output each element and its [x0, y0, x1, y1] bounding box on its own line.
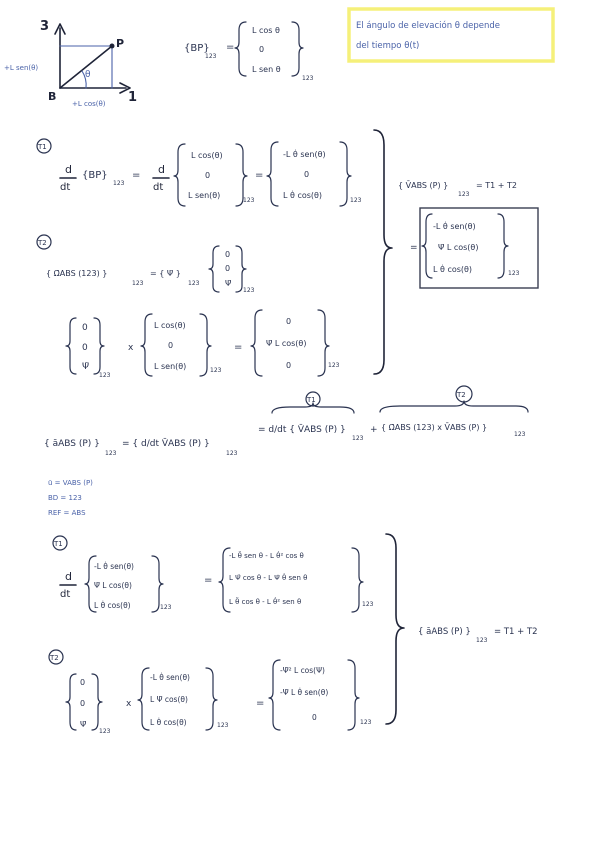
acc-cross-b-brace-right: [206, 668, 217, 730]
cross-res-row-1: 0: [286, 317, 292, 326]
acc-cross-b-sub: 123: [217, 722, 229, 729]
cross-b-row-2: 0: [168, 341, 174, 350]
acceleration-t2: [49, 650, 372, 735]
note-line-1: El ángulo de elevación θ depende: [356, 21, 500, 31]
velocity-sum-lhs: { V̄ABS (P) }: [398, 181, 449, 190]
vertical-projection-label: +L sen(θ): [4, 64, 39, 72]
position-row-1: L cos θ: [252, 26, 280, 35]
cross-a-sub: 123: [99, 372, 111, 379]
acc-t1-out-sub: 123: [362, 601, 374, 608]
accel-mid: = { d/dt V̄ABS (P) }: [122, 439, 210, 449]
velocity-sum-sub: 123: [458, 191, 470, 198]
cross-x: x: [128, 343, 134, 353]
velocity-t2: [37, 235, 340, 379]
mention-3: REF = ABS: [48, 509, 86, 517]
t1-d: d: [65, 163, 72, 176]
cross-a-row-2: 0: [82, 343, 88, 353]
cross-a-brace-right: [94, 318, 104, 374]
formula-t2-overbrace: [380, 401, 528, 412]
boxed-brace-right: [498, 214, 508, 278]
accel-term1: = d/dt { V̄ABS (P) }: [258, 425, 346, 435]
acc-sum-rhs: = T1 + T2: [494, 627, 538, 637]
t1-res-brace-left: [267, 142, 278, 206]
accel-plus: +: [370, 425, 378, 435]
position-sub: 123: [302, 75, 314, 82]
acc-t2-tag: T2: [50, 654, 59, 662]
accel-lhs-sub: 123: [105, 450, 117, 457]
acc-sum-sub: 123: [476, 637, 488, 644]
point-p-dot: [110, 44, 115, 49]
acc-t1-out-row-3: L θ̈ cos θ - L θ̇² sen θ: [229, 598, 302, 606]
point-p-label: P: [116, 37, 125, 50]
cross-b-brace-left: [141, 314, 152, 376]
omega-lhs-sub: 123: [132, 280, 144, 287]
acc-t2-out-row-3: 0: [312, 713, 317, 722]
acceleration-formula: [44, 386, 528, 457]
formula-t1-tag: T1: [307, 396, 316, 404]
acc-cross-a-sub: 123: [99, 728, 111, 735]
formula-t1-overbrace: [272, 403, 354, 413]
boxed-row-2: Ψ̇ L cos(θ): [438, 243, 479, 252]
acc-t1-out-row-2: L Ψ̈ cos θ - L Ψ̇ θ̇ sen θ: [229, 574, 308, 582]
acc-cross-a-brace-right: [92, 674, 102, 730]
boxed-row-1: -L θ̇ sen(θ): [433, 222, 476, 231]
t1-brace-left: [174, 144, 185, 206]
position-eq: =: [226, 42, 235, 53]
origin-b-label: B: [48, 90, 57, 103]
boxed-brace-left: [422, 214, 432, 278]
cross-res-brace-left: [251, 310, 262, 376]
cross-a-row-1: 0: [82, 323, 88, 333]
acc-t1-d: d: [65, 570, 72, 583]
kinematic-diagram: [4, 19, 137, 108]
acc-t1-dt: dt: [60, 589, 71, 600]
t1-mid-row-2: 0: [205, 171, 211, 180]
angle-label: θ: [85, 70, 91, 80]
axis-1-label: 1: [128, 90, 138, 105]
accel-term1-sub: 123: [352, 435, 364, 442]
acc-sum-lhs: { āABS (P) }: [418, 627, 471, 637]
t1-bp-sub: 123: [113, 180, 125, 187]
cross-b-row-3: L sen(θ): [154, 362, 187, 371]
omega-rhs: = { Ψ̇ }: [150, 269, 181, 278]
t1-mid-sub: 123: [243, 197, 255, 204]
acc-t2-out-row-2: -Ψ̇ L θ̇ sen(θ): [280, 688, 329, 697]
t1-tag: T1: [38, 143, 47, 151]
acc-cross-b-brace-left: [138, 668, 149, 730]
acc-t2-out-brace-right: [348, 660, 359, 730]
t1-mid-row-1: L cos(θ): [191, 151, 223, 160]
position-lhs: {BP}: [184, 43, 210, 54]
t1-mid-row-3: L sen(θ): [188, 191, 221, 200]
cross-a-brace-left: [66, 318, 76, 374]
acc-cross-a-brace-left: [66, 674, 76, 730]
acc-cross-b-row-1: -L θ̇ sen(θ): [150, 673, 190, 682]
horizontal-projection-label: +L cos(θ): [72, 100, 106, 108]
t1-eq-2: =: [255, 170, 264, 181]
acceleration-t1: [53, 536, 374, 612]
t1-dt: dt: [60, 182, 71, 193]
acceleration-group-brace: [386, 534, 404, 724]
acc-cross-a-row-3: Ψ̇: [80, 720, 87, 729]
cross-eq: =: [234, 342, 243, 353]
note-line-2: del tiempo θ(t): [356, 41, 420, 51]
mention-2: BD = 123: [48, 494, 82, 502]
cross-res-sub: 123: [328, 362, 340, 369]
cross-a-row-3: Ψ̇: [82, 362, 90, 372]
position-row-3: L sen θ: [252, 65, 281, 74]
acc-t1-in-row-3: L θ̇ cos(θ): [94, 601, 131, 610]
formula-t2-tag: T2: [457, 391, 466, 399]
t1-d-2: d: [158, 163, 165, 176]
brace-left: [235, 22, 246, 76]
mention-1: ū = VABS (P): [48, 479, 93, 487]
t1-res-row-3: L θ̇ cos(θ): [283, 191, 323, 200]
acc-cross-a-row-2: 0: [80, 699, 86, 708]
acc-cross-b-row-2: L Ψ̇ cos(θ): [150, 695, 188, 704]
boxed-row-3: L θ̇ cos(θ): [433, 265, 473, 274]
cross-res-row-2: Ψ̇ L cos(θ): [266, 339, 307, 348]
t2-tag: T2: [38, 239, 47, 247]
position-vector: [184, 22, 314, 82]
omega-rhs-sub: 123: [188, 280, 200, 287]
accel-term2-sub: 123: [514, 431, 526, 438]
boxed-sub: 123: [508, 270, 520, 277]
t1-res-row-2: 0: [304, 170, 310, 179]
mentions-list: [48, 479, 93, 517]
omega-vec-sub: 123: [243, 287, 255, 294]
acceleration-result: [418, 627, 538, 644]
acc-t2-out-row-1: -Ψ̇² L cos(Ψ): [280, 666, 325, 675]
accel-lhs: { āABS (P) }: [44, 439, 100, 449]
position-row-2: 0: [259, 45, 265, 54]
acc-t1-in-row-1: -L θ̇ sen(θ): [94, 562, 134, 571]
note-box: [349, 9, 553, 61]
t1-bp: {BP}: [82, 170, 108, 181]
accel-term2: { Ω̄ABS (123) x V̄ABS (P) }: [381, 423, 488, 432]
omega-vec-row-1: 0: [225, 250, 231, 259]
axis-3-label: 3: [40, 19, 50, 34]
cross-b-row-1: L cos(θ): [154, 321, 186, 330]
acc-t1-out-row-1: -L θ̈ sen θ - L θ̇² cos θ: [229, 552, 304, 560]
omega-vec-brace-left: [209, 246, 219, 292]
cross-res-row-3: 0: [286, 361, 292, 370]
acc-t2-out-brace-left: [269, 660, 280, 730]
omega-vec-row-2: 0: [225, 264, 231, 273]
omega-lhs: { Ω̄ABS (123) }: [46, 269, 108, 278]
acc-cross-x: x: [126, 699, 132, 709]
acc-t1-in-sub: 123: [160, 604, 172, 611]
acc-t1-eq: =: [204, 575, 213, 586]
note-border: [349, 9, 553, 61]
cross-b-sub: 123: [210, 367, 222, 374]
t1-eq-1: =: [132, 170, 141, 181]
acc-t2-eq: =: [256, 698, 265, 709]
acc-t2-out-sub: 123: [360, 719, 372, 726]
omega-vec-row-3: Ψ̇: [225, 279, 232, 288]
velocity-t1: [37, 139, 362, 206]
t1-dt-2: dt: [153, 182, 164, 193]
omega-vec-brace-right: [236, 246, 246, 292]
brace-right: [292, 22, 303, 76]
t1-res-sub: 123: [350, 197, 362, 204]
position-lhs-sub: 123: [205, 53, 217, 60]
t1-res-row-1: -L θ̇ sen(θ): [283, 150, 326, 159]
accel-mid-sub: 123: [226, 450, 238, 457]
acc-t1-tag: T1: [54, 540, 63, 548]
velocity-sum-rhs: = T1 + T2: [476, 181, 517, 190]
velocity-boxed-eq: =: [410, 243, 418, 253]
acc-t1-in-row-2: Ψ̇ L cos(θ): [94, 581, 132, 590]
velocity-group-brace: [374, 130, 392, 374]
velocity-result: [398, 180, 538, 288]
acc-cross-a-row-1: 0: [80, 678, 86, 687]
acc-cross-b-row-3: L θ̇ cos(θ): [150, 718, 187, 727]
